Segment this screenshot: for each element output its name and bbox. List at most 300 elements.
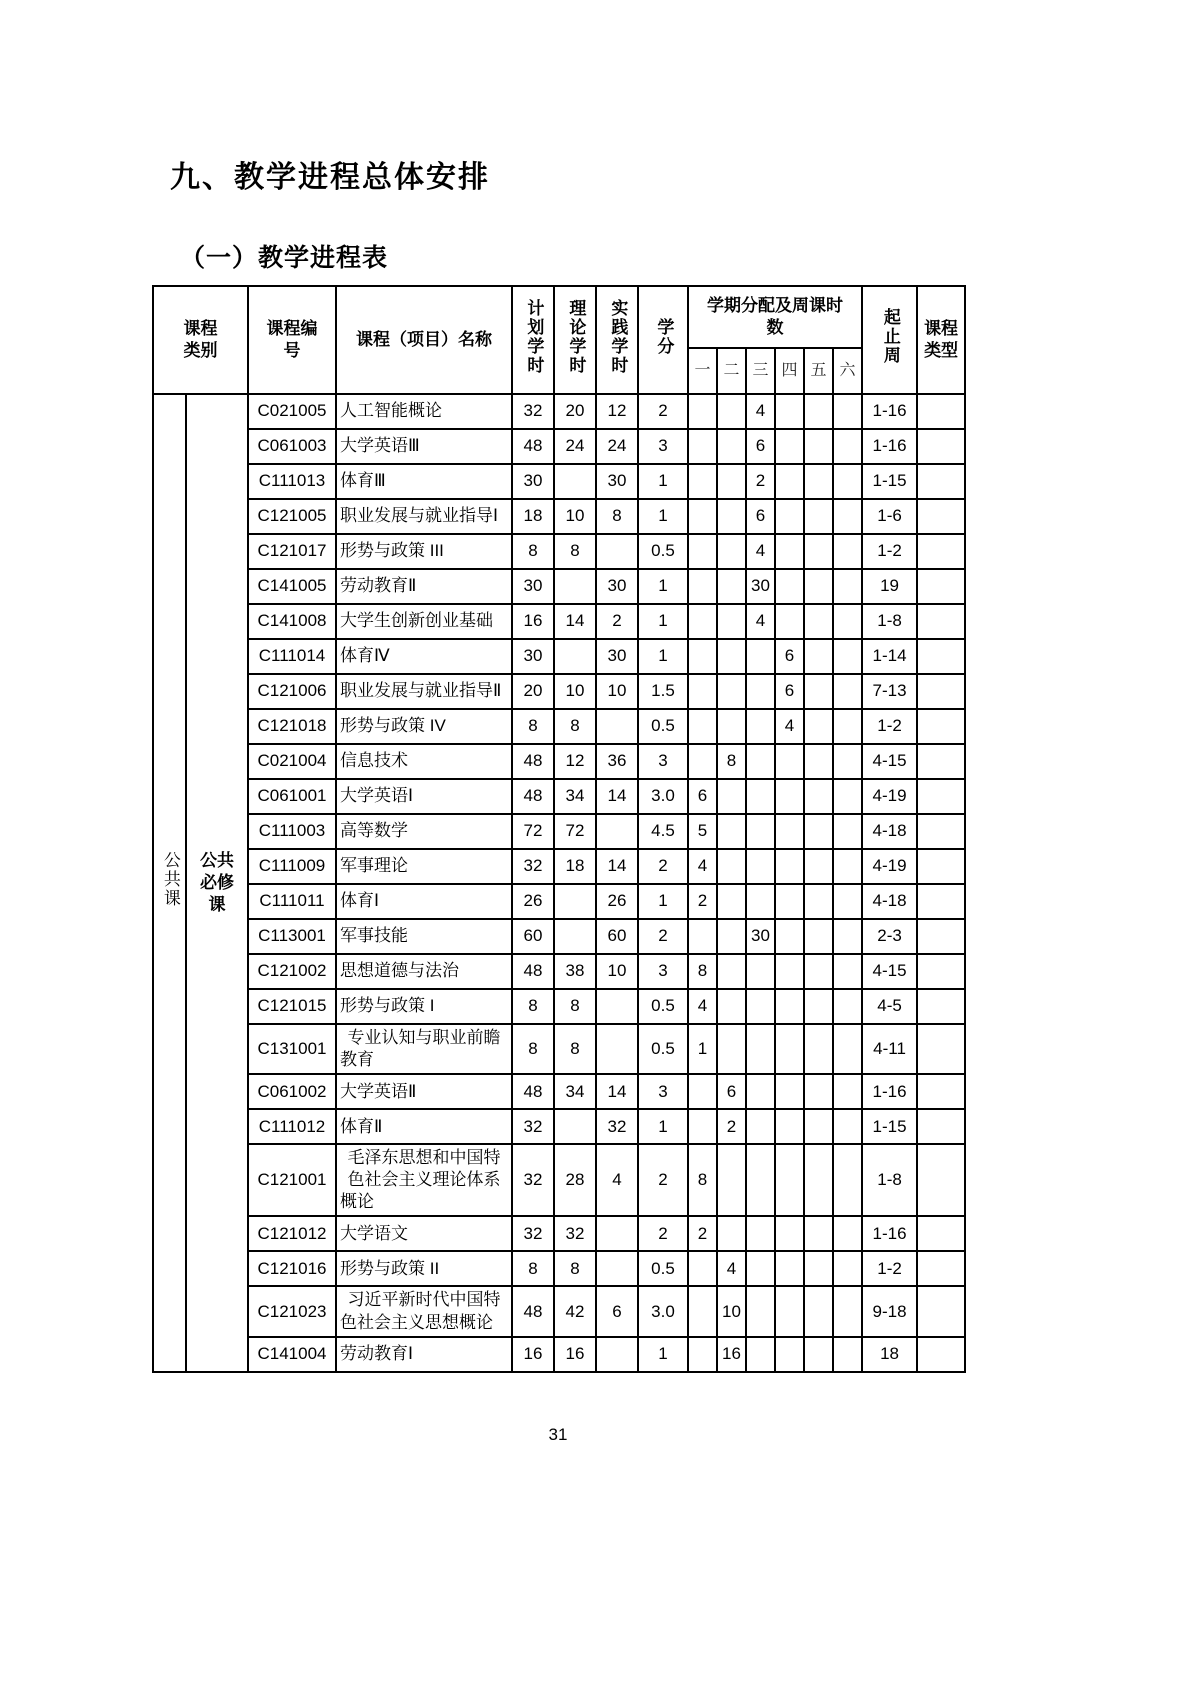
- course-code-cell: C141008: [248, 604, 336, 639]
- semester-2-hours-cell: 2: [717, 1109, 746, 1144]
- header-row-main: [153, 286, 965, 348]
- semester-3-hours-cell: [746, 814, 775, 849]
- weeks-cell: 4-18: [862, 814, 917, 849]
- course-code-cell: C021005: [248, 394, 336, 429]
- semester-3-hours-cell: [746, 779, 775, 814]
- semester-4-hours-cell: [775, 744, 804, 779]
- semester-3-hours-cell: 6: [746, 499, 775, 534]
- semester-1-hours-cell: [688, 1286, 717, 1336]
- practice-hours-cell: 30: [596, 639, 638, 674]
- semester-5-hours-cell: [804, 429, 833, 464]
- semester-1-hours-cell: [688, 464, 717, 499]
- course-name-cell: 形势与政策 III: [336, 534, 512, 569]
- practice-hours-cell: 6: [596, 1286, 638, 1336]
- course-code-cell: C121006: [248, 674, 336, 709]
- course-name-cell: 大学生创新创业基础: [336, 604, 512, 639]
- semester-4-hours-cell: [775, 779, 804, 814]
- planned-hours-cell: 30: [512, 464, 554, 499]
- semester-2-hours-cell: [717, 954, 746, 989]
- semester-4-hours-cell: [775, 1024, 804, 1074]
- course-type-cell: [917, 604, 965, 639]
- planned-hours-cell: 30: [512, 569, 554, 604]
- semester-2-hours-cell: 4: [717, 1251, 746, 1286]
- course-row: [153, 499, 965, 534]
- course-row: [153, 394, 965, 429]
- theory-hours-cell: 34: [554, 779, 596, 814]
- semester-4-hours-cell: [775, 1251, 804, 1286]
- semester-5-hours-cell: [804, 779, 833, 814]
- semester-3-hours-cell: [746, 1024, 775, 1074]
- weeks-cell: 1-14: [862, 639, 917, 674]
- theory-hours-cell: 32: [554, 1216, 596, 1251]
- semester-3-hours-cell: [746, 1251, 775, 1286]
- credits-cell: 0.5: [638, 1024, 688, 1074]
- semester-5-hours-cell: [804, 1251, 833, 1286]
- semester-3-hours-cell: [746, 1144, 775, 1216]
- course-code-cell: C121023: [248, 1286, 336, 1336]
- practice-hours-cell: 8: [596, 499, 638, 534]
- category-secondary-label: 公共必修课: [200, 850, 234, 914]
- category-primary-label: 公共课: [160, 851, 180, 909]
- semester-3-hours-cell: [746, 709, 775, 744]
- header-course-code: [248, 286, 336, 394]
- semester-1-hours-cell: 2: [688, 884, 717, 919]
- header-theory-hours: [554, 286, 596, 394]
- semester-1-hours-cell: 2: [688, 1216, 717, 1251]
- course-row: [153, 1144, 965, 1216]
- credits-cell: 1: [638, 1109, 688, 1144]
- practice-hours-cell: 60: [596, 919, 638, 954]
- course-name-cell: 思想道德与法治: [336, 954, 512, 989]
- semester-1-hours-cell: 6: [688, 779, 717, 814]
- practice-hours-cell: [596, 1337, 638, 1372]
- section-subtitle: （一）教学进程表: [180, 244, 389, 272]
- semester-1-hours-cell: [688, 709, 717, 744]
- header-course-type: [917, 286, 965, 394]
- semester-1-hours-cell: [688, 639, 717, 674]
- course-name-cell: 信息技术: [336, 744, 512, 779]
- semester-3-hours-cell: [746, 989, 775, 1024]
- semester-2-hours-cell: [717, 674, 746, 709]
- weeks-cell: 4-15: [862, 744, 917, 779]
- practice-hours-cell: 12: [596, 394, 638, 429]
- credits-cell: 3: [638, 429, 688, 464]
- practice-hours-cell: [596, 989, 638, 1024]
- course-type-cell: [917, 1109, 965, 1144]
- course-row: [153, 1251, 965, 1286]
- course-type-cell: [917, 1216, 965, 1251]
- header-credits: [638, 286, 688, 394]
- semester-2-hours-cell: [717, 919, 746, 954]
- semester-1-hours-cell: [688, 1109, 717, 1144]
- semester-4-hours-cell: [775, 1144, 804, 1216]
- planned-hours-cell: 48: [512, 744, 554, 779]
- course-name-cell: 职业发展与就业指导Ⅰ: [336, 499, 512, 534]
- semester-4-hours-cell: [775, 464, 804, 499]
- course-code-cell: C131001: [248, 1024, 336, 1074]
- practice-hours-cell: 2: [596, 604, 638, 639]
- semester-1-hours-cell: [688, 534, 717, 569]
- header-semester-1: 一: [688, 348, 717, 394]
- course-name-cell: 军事技能: [336, 919, 512, 954]
- semester-3-hours-cell: [746, 1337, 775, 1372]
- course-row: [153, 534, 965, 569]
- theory-hours-cell: [554, 639, 596, 674]
- theory-hours-cell: [554, 919, 596, 954]
- course-code-cell: C121012: [248, 1216, 336, 1251]
- semester-1-hours-cell: [688, 1074, 717, 1109]
- semester-1-hours-cell: [688, 744, 717, 779]
- semester-2-hours-cell: [717, 639, 746, 674]
- semester-1-hours-cell: 4: [688, 849, 717, 884]
- course-name-cell: 形势与政策 IV: [336, 709, 512, 744]
- semester-4-hours-cell: [775, 1109, 804, 1144]
- header-semester-6: 六: [833, 348, 862, 394]
- course-type-cell: [917, 1251, 965, 1286]
- semester-4-hours-cell: 6: [775, 639, 804, 674]
- course-row: [153, 429, 965, 464]
- semester-6-hours-cell: [833, 639, 862, 674]
- semester-3-hours-cell: 4: [746, 534, 775, 569]
- weeks-cell: 4-19: [862, 849, 917, 884]
- header-semester-group-label: 学期分配及周课时数: [707, 295, 844, 337]
- course-code-cell: C121015: [248, 989, 336, 1024]
- practice-hours-cell: 24: [596, 429, 638, 464]
- course-code-cell: C121016: [248, 1251, 336, 1286]
- course-code-cell: C061002: [248, 1074, 336, 1109]
- semester-1-hours-cell: [688, 1337, 717, 1372]
- semester-5-hours-cell: [804, 709, 833, 744]
- theory-hours-cell: 72: [554, 814, 596, 849]
- course-type-cell: [917, 464, 965, 499]
- semester-3-hours-cell: 4: [746, 604, 775, 639]
- course-type-cell: [917, 709, 965, 744]
- course-code-cell: C111012: [248, 1109, 336, 1144]
- semester-4-hours-cell: [775, 954, 804, 989]
- course-row: [153, 709, 965, 744]
- semester-6-hours-cell: [833, 954, 862, 989]
- semester-5-hours-cell: [804, 1216, 833, 1251]
- semester-2-hours-cell: [717, 1144, 746, 1216]
- theory-hours-cell: 8: [554, 534, 596, 569]
- weeks-cell: 1-16: [862, 429, 917, 464]
- practice-hours-cell: 10: [596, 674, 638, 709]
- semester-6-hours-cell: [833, 1216, 862, 1251]
- weeks-cell: 1-8: [862, 604, 917, 639]
- course-row: [153, 1286, 965, 1336]
- course-code-cell: C141005: [248, 569, 336, 604]
- semester-6-hours-cell: [833, 919, 862, 954]
- planned-hours-cell: 48: [512, 1286, 554, 1336]
- theory-hours-cell: 28: [554, 1144, 596, 1216]
- course-code-cell: C111013: [248, 464, 336, 499]
- header-semester-3: 三: [746, 348, 775, 394]
- course-code-cell: C141004: [248, 1337, 336, 1372]
- course-name-cell: 体育Ⅰ: [336, 884, 512, 919]
- weeks-cell: 1-15: [862, 464, 917, 499]
- semester-6-hours-cell: [833, 989, 862, 1024]
- course-name-cell: 体育Ⅱ: [336, 1109, 512, 1144]
- semester-5-hours-cell: [804, 1024, 833, 1074]
- header-course-code-label: 课程编号: [266, 318, 318, 360]
- practice-hours-cell: 10: [596, 954, 638, 989]
- credits-cell: 2: [638, 1216, 688, 1251]
- planned-hours-cell: 16: [512, 604, 554, 639]
- theory-hours-cell: 42: [554, 1286, 596, 1336]
- weeks-cell: 4-19: [862, 779, 917, 814]
- weeks-cell: 1-2: [862, 1251, 917, 1286]
- planned-hours-cell: 16: [512, 1337, 554, 1372]
- practice-hours-cell: [596, 1216, 638, 1251]
- course-row: [153, 849, 965, 884]
- semester-1-hours-cell: [688, 919, 717, 954]
- course-type-cell: [917, 1024, 965, 1074]
- course-name-cell: 专业认知与职业前瞻教育: [336, 1024, 512, 1074]
- semester-2-hours-cell: [717, 569, 746, 604]
- semester-4-hours-cell: [775, 604, 804, 639]
- header-weeks-label: 起止周: [880, 308, 900, 366]
- course-type-cell: [917, 534, 965, 569]
- credits-cell: 1: [638, 1337, 688, 1372]
- course-type-cell: [917, 499, 965, 534]
- header-theory-hours-label: 理论学时: [566, 298, 586, 375]
- weeks-cell: 7-13: [862, 674, 917, 709]
- semester-5-hours-cell: [804, 1337, 833, 1372]
- category-cell-secondary: [186, 394, 248, 1372]
- semester-6-hours-cell: [833, 569, 862, 604]
- semester-1-hours-cell: 4: [688, 989, 717, 1024]
- course-row: [153, 1216, 965, 1251]
- planned-hours-cell: 32: [512, 1144, 554, 1216]
- semester-6-hours-cell: [833, 1024, 862, 1074]
- semester-6-hours-cell: [833, 1144, 862, 1216]
- semester-4-hours-cell: [775, 1337, 804, 1372]
- course-row: [153, 464, 965, 499]
- header-practice-hours: [596, 286, 638, 394]
- header-course-category: [153, 286, 248, 394]
- course-name-cell: 军事理论: [336, 849, 512, 884]
- semester-3-hours-cell: 4: [746, 394, 775, 429]
- course-type-cell: [917, 884, 965, 919]
- weeks-cell: 19: [862, 569, 917, 604]
- course-name-cell: 人工智能概论: [336, 394, 512, 429]
- practice-hours-cell: 4: [596, 1144, 638, 1216]
- weeks-cell: 1-8: [862, 1144, 917, 1216]
- theory-hours-cell: 10: [554, 499, 596, 534]
- planned-hours-cell: 72: [512, 814, 554, 849]
- course-code-cell: C021004: [248, 744, 336, 779]
- semester-2-hours-cell: [717, 429, 746, 464]
- planned-hours-cell: 30: [512, 639, 554, 674]
- header-semester-4: 四: [775, 348, 804, 394]
- page-number: 31: [548, 1425, 568, 1444]
- semester-4-hours-cell: [775, 814, 804, 849]
- semester-1-hours-cell: [688, 394, 717, 429]
- header-planned-hours: [512, 286, 554, 394]
- credits-cell: 3: [638, 744, 688, 779]
- theory-hours-cell: [554, 884, 596, 919]
- semester-5-hours-cell: [804, 919, 833, 954]
- weeks-cell: 4-11: [862, 1024, 917, 1074]
- semester-1-hours-cell: [688, 1251, 717, 1286]
- semester-6-hours-cell: [833, 534, 862, 569]
- semester-6-hours-cell: [833, 709, 862, 744]
- semester-3-hours-cell: [746, 639, 775, 674]
- credits-cell: 2: [638, 919, 688, 954]
- semester-4-hours-cell: [775, 989, 804, 1024]
- practice-hours-cell: 26: [596, 884, 638, 919]
- weeks-cell: 1-16: [862, 1216, 917, 1251]
- theory-hours-cell: 24: [554, 429, 596, 464]
- semester-1-hours-cell: 1: [688, 1024, 717, 1074]
- planned-hours-cell: 48: [512, 429, 554, 464]
- course-name-cell: 大学英语Ⅰ: [336, 779, 512, 814]
- practice-hours-cell: [596, 1024, 638, 1074]
- semester-5-hours-cell: [804, 814, 833, 849]
- weeks-cell: 9-18: [862, 1286, 917, 1336]
- credits-cell: 1: [638, 499, 688, 534]
- theory-hours-cell: 14: [554, 604, 596, 639]
- credits-cell: 1: [638, 639, 688, 674]
- practice-hours-cell: 14: [596, 1074, 638, 1109]
- semester-6-hours-cell: [833, 884, 862, 919]
- semester-5-hours-cell: [804, 1109, 833, 1144]
- semester-6-hours-cell: [833, 464, 862, 499]
- semester-3-hours-cell: [746, 954, 775, 989]
- practice-hours-cell: 30: [596, 464, 638, 499]
- semester-2-hours-cell: [717, 849, 746, 884]
- header-semester-group: [688, 286, 862, 348]
- course-name-cell: 劳动教育Ⅱ: [336, 569, 512, 604]
- semester-2-hours-cell: [717, 884, 746, 919]
- course-row: [153, 989, 965, 1024]
- course-type-cell: [917, 429, 965, 464]
- semester-1-hours-cell: 8: [688, 1144, 717, 1216]
- theory-hours-cell: 10: [554, 674, 596, 709]
- weeks-cell: 2-3: [862, 919, 917, 954]
- theory-hours-cell: 8: [554, 989, 596, 1024]
- header-planned-hours-label: 计划学时: [524, 298, 544, 375]
- course-row: [153, 1337, 965, 1372]
- semester-2-hours-cell: [717, 709, 746, 744]
- course-name-cell: 劳动教育Ⅰ: [336, 1337, 512, 1372]
- semester-2-hours-cell: 8: [717, 744, 746, 779]
- course-code-cell: C111003: [248, 814, 336, 849]
- semester-6-hours-cell: [833, 814, 862, 849]
- semester-6-hours-cell: [833, 674, 862, 709]
- semester-4-hours-cell: [775, 884, 804, 919]
- header-course-name: 课程（项目）名称: [336, 286, 512, 394]
- course-row: [153, 1109, 965, 1144]
- course-row: [153, 884, 965, 919]
- semester-3-hours-cell: 6: [746, 429, 775, 464]
- course-type-cell: [917, 919, 965, 954]
- planned-hours-cell: 32: [512, 849, 554, 884]
- course-type-cell: [917, 1074, 965, 1109]
- weeks-cell: 4-18: [862, 884, 917, 919]
- semester-3-hours-cell: [746, 674, 775, 709]
- course-row: [153, 919, 965, 954]
- credits-cell: 2: [638, 394, 688, 429]
- credits-cell: 1: [638, 464, 688, 499]
- course-row: [153, 1024, 965, 1074]
- semester-4-hours-cell: [775, 429, 804, 464]
- practice-hours-cell: 32: [596, 1109, 638, 1144]
- course-name-cell: 大学英语Ⅲ: [336, 429, 512, 464]
- course-name-cell: 职业发展与就业指导Ⅱ: [336, 674, 512, 709]
- course-type-cell: [917, 1144, 965, 1216]
- course-code-cell: C111009: [248, 849, 336, 884]
- semester-2-hours-cell: [717, 1024, 746, 1074]
- planned-hours-cell: 32: [512, 1109, 554, 1144]
- semester-1-hours-cell: 5: [688, 814, 717, 849]
- semester-6-hours-cell: [833, 779, 862, 814]
- semester-5-hours-cell: [804, 534, 833, 569]
- semester-1-hours-cell: [688, 569, 717, 604]
- semester-1-hours-cell: [688, 429, 717, 464]
- semester-2-hours-cell: 6: [717, 1074, 746, 1109]
- credits-cell: 3: [638, 954, 688, 989]
- practice-hours-cell: [596, 709, 638, 744]
- credits-cell: 3.0: [638, 779, 688, 814]
- semester-3-hours-cell: 30: [746, 569, 775, 604]
- semester-2-hours-cell: [717, 534, 746, 569]
- course-row: [153, 1074, 965, 1109]
- semester-5-hours-cell: [804, 674, 833, 709]
- credits-cell: 2: [638, 849, 688, 884]
- planned-hours-cell: 26: [512, 884, 554, 919]
- header-course-type-label: 课程类型: [924, 318, 959, 360]
- planned-hours-cell: 8: [512, 1024, 554, 1074]
- planned-hours-cell: 18: [512, 499, 554, 534]
- semester-4-hours-cell: [775, 1286, 804, 1336]
- course-type-cell: [917, 1286, 965, 1336]
- header-semester-2: 二: [717, 348, 746, 394]
- course-name-cell: 形势与政策 I: [336, 989, 512, 1024]
- theory-hours-cell: 8: [554, 709, 596, 744]
- semester-6-hours-cell: [833, 1109, 862, 1144]
- teaching-schedule-table: [152, 285, 966, 1373]
- semester-5-hours-cell: [804, 1286, 833, 1336]
- course-code-cell: C111011: [248, 884, 336, 919]
- semester-3-hours-cell: [746, 1286, 775, 1336]
- weeks-cell: 4-5: [862, 989, 917, 1024]
- semester-6-hours-cell: [833, 744, 862, 779]
- theory-hours-cell: 38: [554, 954, 596, 989]
- semester-2-hours-cell: [717, 989, 746, 1024]
- semester-6-hours-cell: [833, 394, 862, 429]
- planned-hours-cell: 8: [512, 1251, 554, 1286]
- planned-hours-cell: 48: [512, 779, 554, 814]
- semester-2-hours-cell: [717, 499, 746, 534]
- semester-2-hours-cell: 10: [717, 1286, 746, 1336]
- semester-6-hours-cell: [833, 1074, 862, 1109]
- page-title: 九、教学进程总体安排: [170, 161, 490, 194]
- course-code-cell: C111014: [248, 639, 336, 674]
- semester-4-hours-cell: [775, 1216, 804, 1251]
- course-type-cell: [917, 779, 965, 814]
- theory-hours-cell: [554, 1109, 596, 1144]
- semester-2-hours-cell: [717, 1216, 746, 1251]
- course-code-cell: C121005: [248, 499, 336, 534]
- semester-3-hours-cell: [746, 884, 775, 919]
- course-type-cell: [917, 394, 965, 429]
- practice-hours-cell: [596, 1251, 638, 1286]
- practice-hours-cell: 30: [596, 569, 638, 604]
- theory-hours-cell: 20: [554, 394, 596, 429]
- semester-4-hours-cell: 6: [775, 674, 804, 709]
- course-row: [153, 779, 965, 814]
